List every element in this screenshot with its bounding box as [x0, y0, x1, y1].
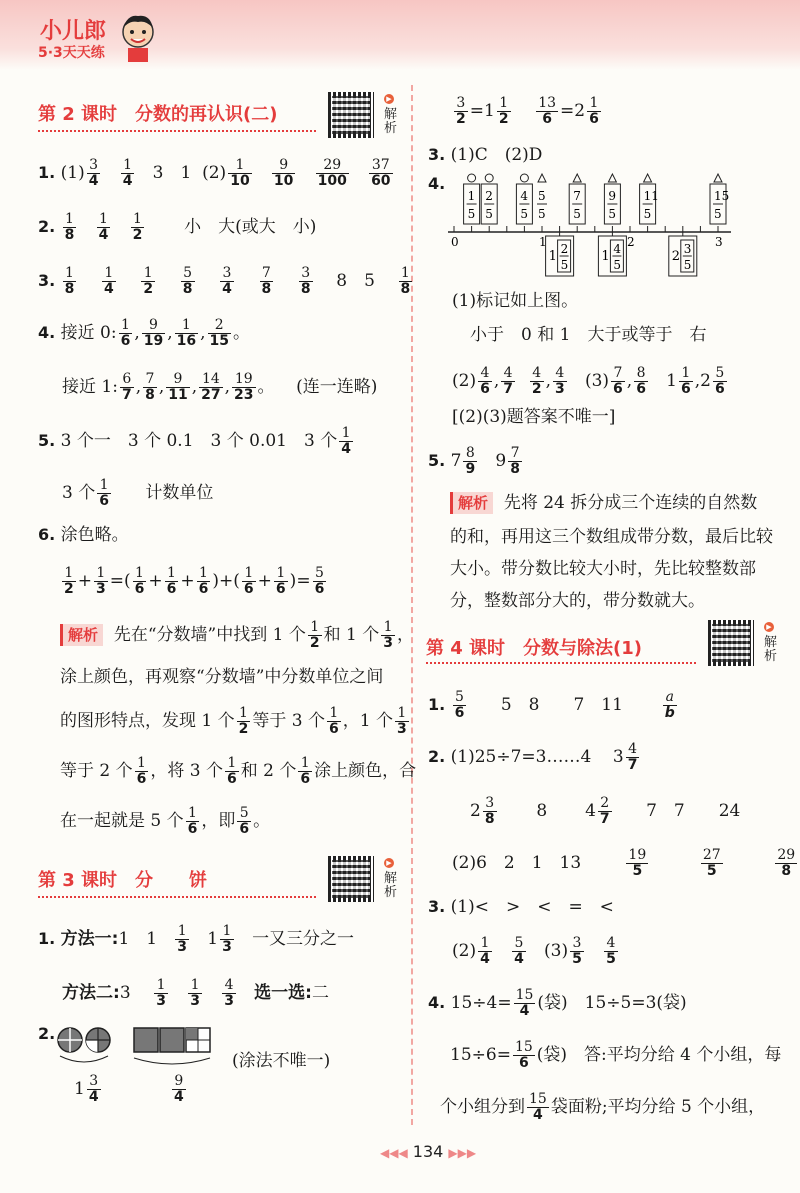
analysis-badge: 解析 [60, 624, 103, 646]
q5-lesson2-line2: 3 个 $\frac{1}{6}$ 计数单位 [62, 477, 214, 509]
fraction-denominator: 5 [608, 207, 617, 221]
q4-p4: [(2)(3)题答案不唯一] [452, 407, 616, 427]
analysis-right-line3: 大小。带分数比较大小时，先比较整数部 [450, 559, 756, 579]
fraction-numerator: 2 [485, 189, 493, 203]
q4-p2: 小于 0 和 1 大于或等于 右 [470, 325, 707, 345]
circle-marker-icon [520, 174, 528, 182]
q2-lesson3-answer2: $\frac{9}{4}$ [174, 1073, 184, 1105]
triangle-marker-icon [608, 174, 616, 182]
analysis-right-line4: 分，整数部分大的，带分数就大。 [450, 591, 705, 611]
qr-code-icon[interactable] [328, 92, 374, 138]
analysis-line5: 在一起就是 5 个 $\frac{1}{6}$ ，即 $\frac{5}{6}$ 。 [60, 805, 271, 837]
tick-label: 0 [451, 235, 459, 249]
q4-lesson4-line2: 15÷6= $\frac{15}{6}$ (袋) 答:平均分给 4 个小组，每 [450, 1039, 782, 1071]
fraction-denominator: 5 [467, 207, 476, 221]
fraction-numerator: 5 [538, 189, 546, 203]
q2-lesson2: 2. $\frac{1}{8}$ $\frac{1}{4}$ $\frac{1}{2}$ 小 大(或大 小) [38, 211, 317, 243]
fraction-numerator: 1 [467, 189, 476, 203]
play-icon[interactable]: ▶ [384, 94, 394, 104]
tick-label: 3 [715, 235, 723, 249]
q6-lesson2: 6. 涂色略。 [38, 525, 129, 545]
brand-subtitle: 5·3天天练 [38, 45, 105, 61]
q6-equation: $\frac{1}{2}$ + $\frac{1}{3}$ =( $\frac{1}{6}$ + $\frac{1}{6}$ + $\frac{1}{6}$ )+( $\frac{1}{6}$ + $\frac{1}{6}$ )= $\frac{5}{6}$ [64, 565, 325, 597]
q1-lesson2: 1. (1) $\frac{3}{4}$ $\frac{1}{4}$ 3 1 (2) $\frac{1}{10}$ $\frac{9}{10}$ $\frac{29}{100}$ $\frac{37}{60}$ [38, 157, 391, 189]
fraction-denominator: 5 [613, 258, 622, 272]
analysis-badge: 解析 [450, 492, 493, 514]
analysis-line3: 的图形特点，发现 1 个 $\frac{1}{2}$ 等于 3 个 $\frac{1}{6}$ ，1 个 $\frac{1}{3}$ [60, 705, 407, 737]
q4-lesson2-line2: 接近 1: $\frac{6}{7}$ , $\frac{7}{8}$ , $\frac{9}{11}$ , $\frac{14}{27}$ , $\frac{19}{23}$ 。 (连一连略) [62, 371, 378, 403]
q1-lesson3-line1: 1. 方法一:1 1 $\frac{1}{3}$ 1 $\frac{1}{3}$ 一又三分之一 [38, 923, 355, 955]
q2-lesson4-line2: 2 $\frac{3}{8}$ 8 4 $\frac{2}{7}$ 7 7 24 [470, 795, 741, 827]
jiexi-label: 解析 [764, 635, 778, 664]
fraction-numerator: 15 [714, 189, 730, 203]
q2-lesson3-answer1: 1 $\frac{3}{4}$ [74, 1073, 99, 1105]
title-underline [426, 662, 696, 664]
q1-lesson4: 1. $\frac{5}{6}$ 5 8 7 11 $\frac{a}{b}$ [428, 689, 675, 721]
fraction-denominator: 5 [485, 207, 493, 221]
page-number: ◀◀◀ 134 ▶▶▶ [380, 1142, 477, 1161]
fraction-numerator: 11 [643, 189, 659, 203]
play-icon[interactable]: ▶ [764, 622, 774, 632]
triangle-marker-icon [538, 174, 546, 182]
fraction-denominator: 5 [538, 207, 546, 221]
fraction-denominator: 5 [714, 207, 722, 221]
q4-right-number: 4. [428, 174, 446, 193]
triangle-marker-icon [573, 174, 581, 182]
q3-lesson4-line2: (2) $\frac{1}{4}$ $\frac{5}{4}$ (3) $\frac{3}{5}$ $\frac{4}{5}$ [452, 935, 616, 967]
mixed-whole: 2 [671, 249, 681, 264]
section-title-lesson2: 第 2 课时 分数的再认识(二) [38, 104, 278, 125]
q5-lesson2-line1: 5. 3 个一 3 个 0.1 3 个 0.01 3 个 $\frac{1}{4}$ [38, 425, 351, 457]
q1-lesson3-line2: 方法二:3 $\frac{1}{3}$ $\frac{1}{3}$ $\frac{4}{3}$ 选一选:二 [62, 977, 329, 1009]
tick-label: 1 [539, 235, 547, 249]
qr-code-icon[interactable] [708, 620, 754, 666]
section-title-lesson3: 第 3 课时 分 饼 [38, 870, 208, 891]
analysis-right-line2: 的和，再用这三个数组成带分数，最后比较 [450, 527, 773, 547]
fraction-numerator: 2 [560, 242, 569, 256]
right-arrows-icon: ▶▶▶ [448, 1146, 477, 1160]
analysis-line1: 解析 先在“分数墙”中找到 1 个 $\frac{1}{2}$ 和 1 个 $\frac{1}{3}$ ， [60, 620, 414, 651]
q4-lesson4-line3: 个小组分到 $\frac{15}{4}$ 袋面粉;平均分给 5 个小组， [440, 1091, 766, 1123]
fraction-numerator: 7 [573, 189, 581, 203]
mascot-icon [116, 12, 160, 64]
q3-lesson4-line1: 3. (1)< > < = < [428, 897, 614, 917]
column-divider [411, 85, 413, 1125]
fraction-numerator: 3 [683, 242, 692, 256]
title-underline [38, 896, 316, 898]
jiexi-label: 解析 [384, 107, 398, 136]
q4-p3: (2) $\frac{4}{6}$ , $\frac{4}{7}$ $\frac{4}{2}$ , $\frac{4}{3}$ (3) $\frac{7}{6}$ , $\frac{8}{6}$ 1 $\frac{1}{6}$ ,2 $\frac{5}{6}$ [452, 365, 725, 397]
q3-lesson2: 3. $\frac{1}{8}$ $\frac{1}{4}$ $\frac{1}{2}$ $\frac{5}{8}$ $\frac{3}{4}$ $\frac{7}{8}$ $\frac{3}{8}$ 8 5 $\frac{1}{8}$ [38, 265, 411, 297]
left-arrows-icon: ◀◀◀ [380, 1146, 408, 1160]
fraction-denominator: 5 [643, 207, 652, 221]
fraction-denominator: 5 [520, 207, 529, 221]
fraction-denominator: 5 [560, 258, 569, 272]
number-line-diagram [446, 170, 736, 280]
q4-p1: (1)标记如上图。 [452, 291, 579, 311]
section-title-lesson4: 第 4 课时 分数与除法(1) [426, 638, 643, 659]
brand-logo: 小儿郎 [40, 19, 107, 44]
tick-label: 2 [627, 235, 635, 249]
triangle-marker-icon [714, 174, 722, 182]
mixed-whole: 1 [548, 249, 557, 264]
q2-lesson4-line1: 2. (1)25÷7=3……4 3 $\frac{4}{7}$ [428, 741, 638, 773]
circle-marker-icon [468, 174, 476, 182]
analysis-line2: 涂上颜色，再观察“分数墙”中分数单位之间 [60, 667, 384, 687]
q5-right: 5. 7 $\frac{8}{9}$ 9 $\frac{7}{8}$ [428, 445, 520, 477]
qr-code-icon[interactable] [328, 856, 374, 902]
carryover-line: $\frac{3}{2}$ =1 $\frac{1}{2}$ $\frac{13}{6}$ =2 $\frac{1}{6}$ [456, 95, 599, 127]
analysis-line4: 等于 2 个 $\frac{1}{6}$ ，将 3 个 $\frac{1}{6}$ 和 2 个 $\frac{1}{6}$ 涂上颜色，合 [60, 755, 417, 787]
analysis-right-line1: 解析 先将 24 拆分成三个连续的自然数 [450, 490, 757, 516]
fraction-numerator: 4 [520, 189, 529, 203]
play-icon[interactable]: ▶ [384, 858, 394, 868]
fraction-denominator: 5 [683, 258, 692, 272]
fraction-denominator: 5 [573, 207, 581, 221]
q4-lesson4-line1: 4. 15÷4= $\frac{15}{4}$ (袋) 15÷5=3(袋) [428, 987, 687, 1019]
q3-right: 3. (1)C (2)D [428, 145, 543, 165]
triangle-marker-icon [644, 174, 652, 182]
q2-lesson4-line3: (2)6 2 1 13 $\frac{19}{5}$ $\frac{27}{5}$ $\frac{29}{8}$ [452, 847, 796, 879]
fraction-numerator: 4 [613, 242, 622, 256]
title-underline [38, 130, 316, 132]
q2-lesson3-note: (涂法不唯一) [232, 1051, 331, 1071]
mixed-whole: 1 [601, 249, 610, 264]
jiexi-label: 解析 [384, 871, 398, 900]
q2-lesson3-number: 2. [38, 1024, 56, 1043]
circle-marker-icon [485, 174, 493, 182]
fraction-numerator: 9 [608, 189, 617, 203]
q4-lesson2-line1: 4. 接近 0: $\frac{1}{6}$ , $\frac{9}{19}$ , $\frac{1}{16}$ , $\frac{2}{15}$ 。 [38, 317, 250, 349]
pie-and-square-diagram [56, 1026, 246, 1076]
